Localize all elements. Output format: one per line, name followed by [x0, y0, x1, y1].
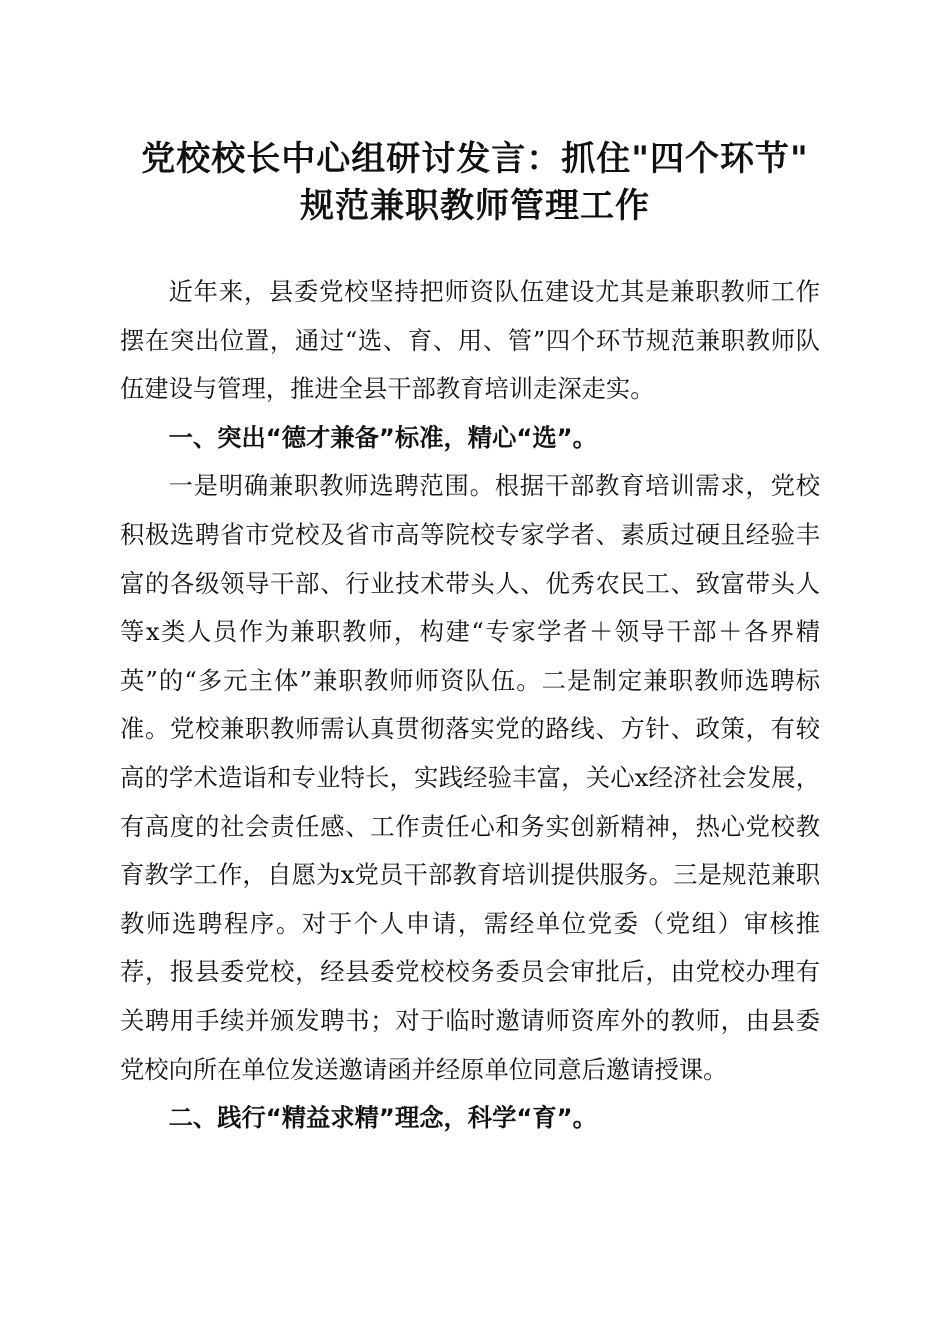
document-body — [120, 268, 820, 1143]
section-1-lead: 一是明确兼职教师选聘范围。 — [168, 471, 495, 501]
section-1-body: 根据干部教育培训需求，党校积极选聘省市党校及省市高等院校专家学者、素质过硬且经验丰富的各级领导干部、行业技术带头人、优秀农民工、致富带头人等x类人员作为兼职教师，构建“专家学者＋领导干部＋各界精英”的“多元主体”兼职教师师资队伍。二是制定兼职教师选聘标准。党校兼职教师需认真贯彻落实党的路线、方针、政策，有较高的学术造诣和专业特长，实践经验丰富，关心x经济社会发展，有高度的社会责任感、工作责任心和务实创新精神，热心党校教育教学工作，自愿为x党员干部教育培训提供服务。三是规范兼职教师选聘程序。对于个人申请，需经单位党委（党组）审核推荐，报县委党校，经县委党校校务委员会审批后，由党校办理有关聘用手续并颁发聘书；对于临时邀请师资库外的教师，由县委党校向所在单位发送邀请函并经原单位同意后邀请授课。 — [120, 471, 821, 1084]
intro-paragraph: 近年来，县委党校坚持把师资队伍建设尤其是兼职教师工作摆在突出位置，通过“选、育、用、管”四个环节规范兼职教师队伍建设与管理，推进全县干部教育培训走深走实。 — [120, 277, 820, 404]
section-1-heading: 一、突出“德才兼备”标准，精心“选”。 — [168, 422, 597, 452]
section-2-heading: 二、践行“精益求精”理念，科学“育”。 — [168, 1103, 597, 1133]
document-title-line-1: 党校校长中心组研讨发言：抓住"四个环节" — [141, 139, 809, 179]
document-title-line-2: 规范兼职教师管理工作 — [300, 186, 650, 226]
section-1-paragraph — [120, 462, 820, 1094]
